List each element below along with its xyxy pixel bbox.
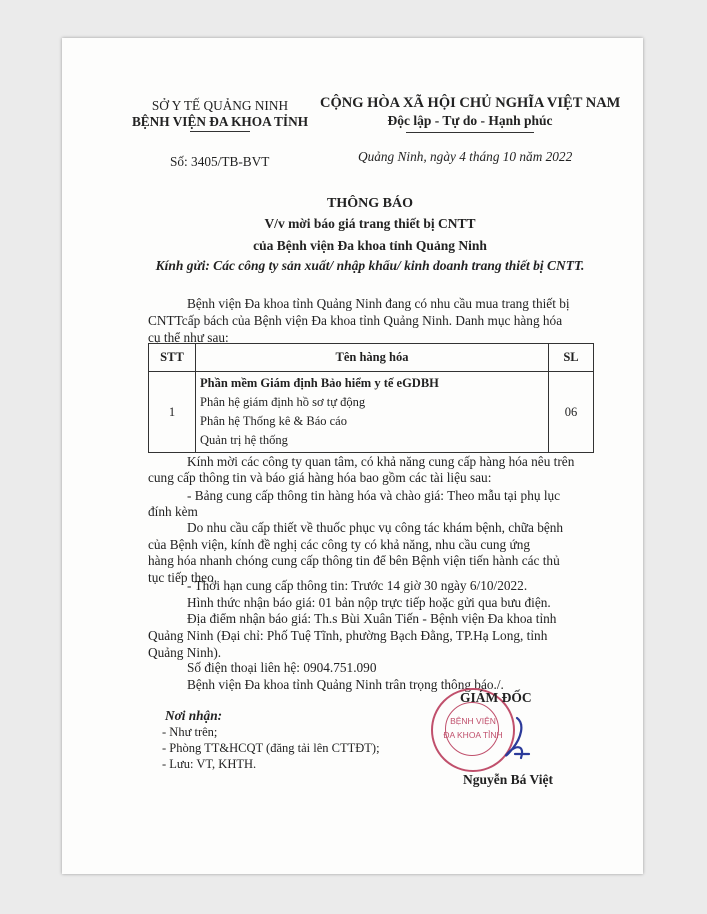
ministry-name: SỞ Y TẾ QUẢNG NINH — [151, 98, 289, 113]
intro-line-1: Bệnh viện Đa khoa tỉnh Quảng Ninh đang có nhu cầu mua trang thiết bị — [187, 296, 570, 311]
goods-table — [148, 343, 594, 453]
invite-line-2: cung cấp thông tin và báo giá hàng hóa bao gồm các tài liệu sau: — [148, 470, 492, 485]
bullet-line-1: - Bảng cung cấp thông tin hàng hóa và chào giá: Theo mẫu tại phụ lục — [187, 488, 561, 503]
row-stt: 1 — [149, 372, 196, 453]
intro-line-2: CNTTcấp bách của Bệnh viện Đa khoa tỉnh Quảng Ninh. Danh mục hàng hóa — [148, 313, 563, 328]
location-line-1: Địa điểm nhận báo giá: Th.s Bùi Xuân Tiến - Bệnh viện Đa khoa tỉnh — [187, 611, 557, 626]
urgent-line-1: Do nhu cầu cấp thiết về thuốc phục vụ công tác khám bệnh, chữa bệnh — [187, 520, 564, 535]
phone-line: Số điện thoại liên hệ: 0904.751.090 — [187, 660, 377, 675]
closing-line: Bệnh viện Đa khoa tỉnh Quảng Ninh trân trọng thông báo./. — [187, 677, 504, 692]
director-signature — [495, 714, 535, 764]
col-header-stt: STT — [149, 344, 196, 372]
urgent-line-4: tục tiếp theo. — [148, 570, 218, 585]
recipient-item-3: - Lưu: VT, KHTH. — [162, 757, 257, 771]
col-header-name: Tên hàng hóa — [196, 344, 549, 372]
recipient-item-2: - Phòng TT&HCQT (đăng tải lên CTTĐT); — [162, 741, 380, 755]
table-row — [149, 372, 594, 453]
row-module-3: Quản trị hệ thống — [200, 433, 288, 447]
location-line-2: Quảng Ninh (Đại chỉ: Phố Tuệ Tĩnh, phường Bạch Đằng, TP.Hạ Long, tỉnh — [148, 628, 548, 643]
invite-line-1: Kính mời các công ty quan tâm, có khả năng cung cấp hàng hóa nêu trên — [187, 454, 575, 469]
row-name-cell — [196, 372, 549, 453]
row-module-2: Phân hệ Thống kê & Báo cáo — [200, 414, 347, 428]
director-title: GIÁM ĐỐC — [460, 690, 532, 705]
intro-line-3: cụ thể như sau: — [148, 330, 229, 345]
col-header-qty: SL — [549, 344, 594, 372]
document-title: THÔNG BÁO — [327, 196, 413, 211]
recipients-label: Nơi nhận: — [165, 708, 223, 723]
bullet-line-2: đính kèm — [148, 504, 198, 519]
document-number: Số: 3405/TB-BVT — [170, 154, 270, 169]
document-subject: V/v mời báo giá trang thiết bị CNTT — [264, 216, 476, 231]
stamp-inner-ring — [445, 702, 499, 756]
recipient-line: Kính gửi: Các công ty sản xuất/ nhập khẩu/ kinh doanh trang thiết bị CNTT. — [155, 258, 585, 273]
place-date: Quảng Ninh, ngày 4 tháng 10 năm 2022 — [358, 149, 573, 164]
hospital-name: BỆNH VIỆN ĐA KHOA TỈNH — [131, 114, 309, 129]
recipient-item-1: - Như trên; — [162, 725, 218, 739]
urgent-line-3: hàng hóa nhanh chóng cung cấp thông tin để bên Bệnh viện tiến hành các thủ — [148, 553, 560, 568]
urgent-line-2: của Bệnh viện, kính đề nghị các công ty có khả năng, nhu cầu cung ứng — [148, 537, 530, 552]
table-header-row — [149, 344, 594, 372]
method-line: Hình thức nhận báo giá: 01 bản nộp trực tiếp hoặc gửi qua bưu điện. — [187, 595, 551, 610]
director-name: Nguyễn Bá Việt — [463, 772, 554, 787]
row-qty: 06 — [549, 372, 594, 453]
header-left-underline — [190, 131, 250, 132]
stamp-line-1: BỆNH VIỆN — [450, 716, 496, 726]
deadline-line — [187, 578, 527, 594]
location-line-3: Quảng Ninh). — [148, 645, 222, 660]
document-issuer: của Bệnh viện Đa khoa tỉnh Quảng Ninh — [253, 238, 487, 253]
stamp-line-2: ĐA KHOA TỈNH — [443, 730, 503, 740]
national-motto: Độc lập - Tự do - Hạnh phúc — [387, 113, 553, 128]
republic-name: CỘNG HÒA XÃ HỘI CHỦ NGHĨA VIỆT NAM — [320, 95, 621, 111]
row-module-1: Phân hệ giám định hồ sơ tự động — [200, 395, 366, 409]
deadline-text: - Thời hạn cung cấp thông tin: Trước 14 giờ 30 ngày 6/10/2022. — [187, 578, 528, 593]
header-right-underline — [406, 132, 534, 133]
row-product-name: Phần mềm Giám định Bảo hiểm y tế eGDBH — [200, 376, 439, 390]
